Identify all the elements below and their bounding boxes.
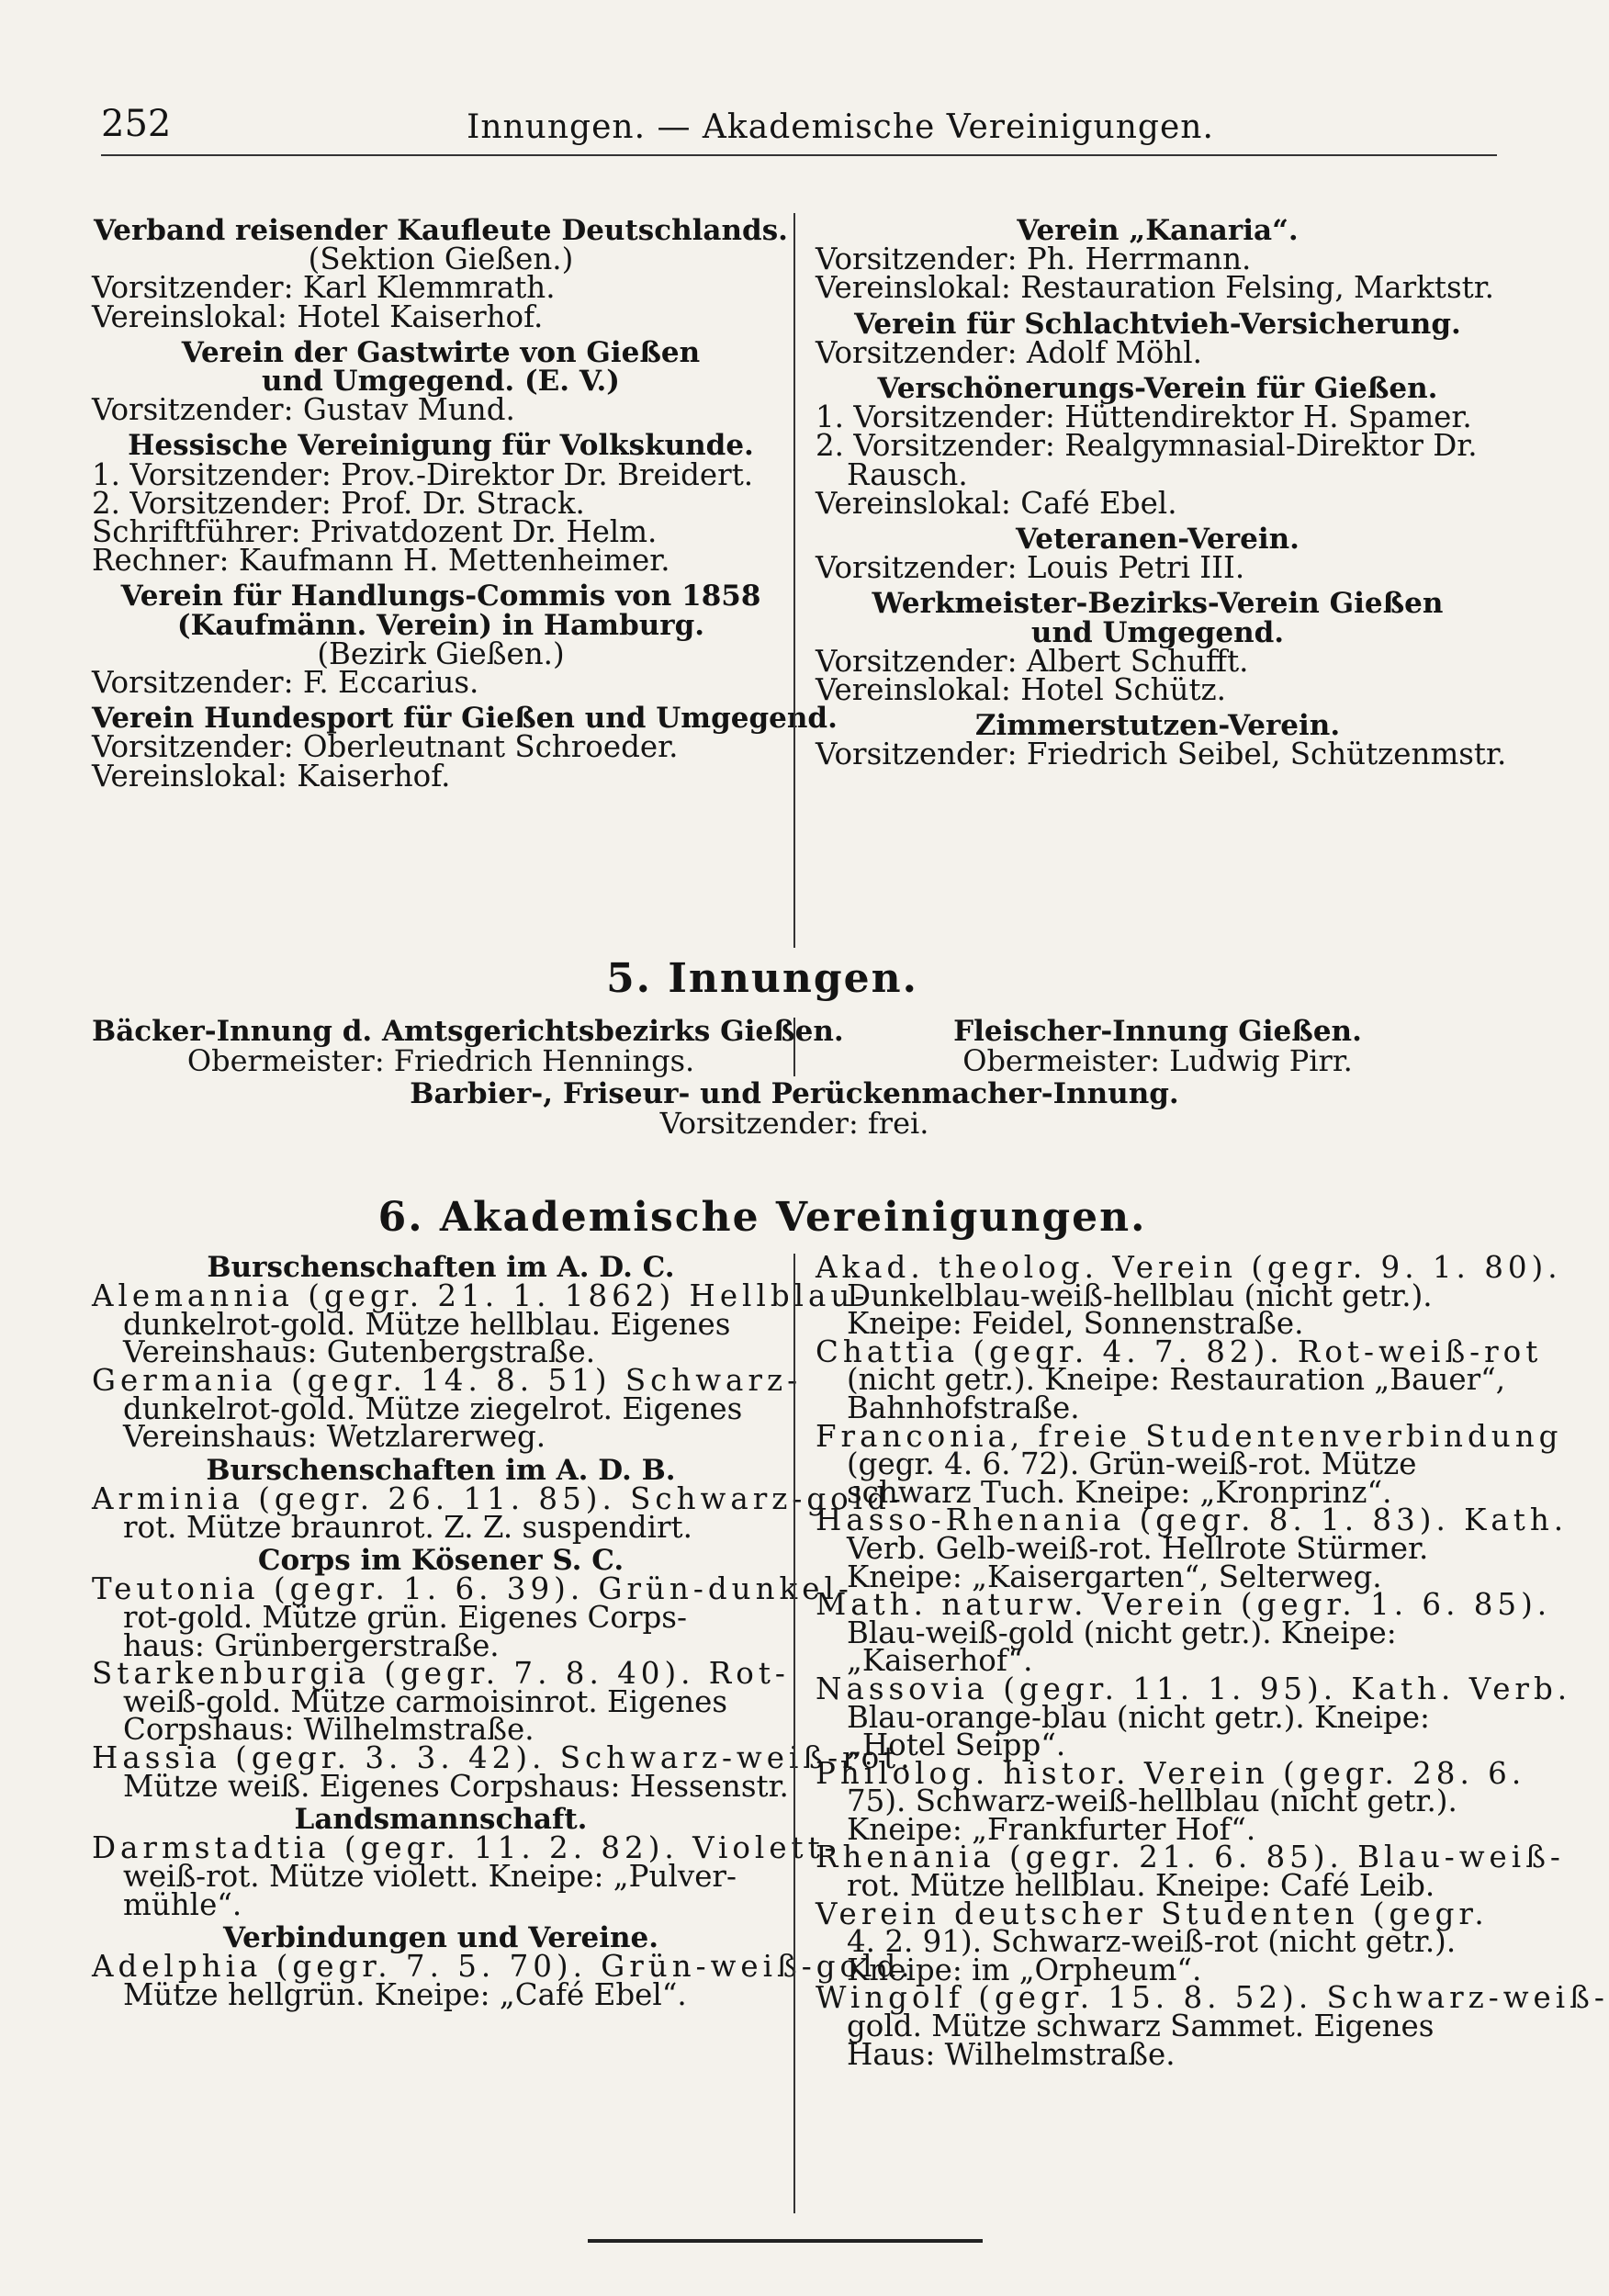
entry-line: Arminia (gegr. 26. 11. 85). Schwarz-gold-: [92, 1480, 906, 1516]
entry-line: Rhenania (gegr. 21. 6. 85). Blau-weiß-: [816, 1840, 1565, 1875]
verein-line: Vereinslokal: Kaiserhof.: [92, 758, 451, 793]
verein-line: Rechner: Kaufmann H. Mettenheimer.: [92, 543, 670, 579]
list-item: [816, 1840, 1565, 1904]
group-heading: Landsmannschaft.: [294, 1803, 588, 1837]
entry-line: Verein deutscher Studenten (gegr.: [816, 1896, 1489, 1931]
entry-line: Franconia, freie Studentenverbindung: [816, 1418, 1563, 1454]
list-item: [816, 1418, 1563, 1510]
entry-line: schwarz Tuch. Kneipe: „Kronprinz“.: [847, 1474, 1392, 1510]
list-item: [816, 1250, 1562, 1342]
entry-line: Philolog. histor. Verein (gegr. 28. 6.: [816, 1755, 1526, 1791]
verein-entry: [816, 214, 1500, 306]
entry-line: Alemannia (gegr. 21. 1. 1862) Hellblau-: [92, 1278, 870, 1314]
verein-line: Vereinslokal: Café Ebel.: [816, 485, 1177, 521]
entry-line: Hassia (gegr. 3. 3. 42). Schwarz-weiß-rot.: [92, 1739, 915, 1775]
innung-baecker: [92, 1015, 844, 1079]
akademische-right-column: [816, 1250, 1609, 2072]
verein-entry: [92, 702, 838, 793]
list-item: [816, 1755, 1526, 1847]
verein-line: Vorsitzender: Ph. Herrmann.: [816, 242, 1252, 277]
innung-heading: Bäcker-Innung d. Amtsgerichtsbezirks Gießen.: [92, 1015, 844, 1048]
verein-entry: [92, 214, 790, 334]
entry-line: weiß-gold. Mütze carmoisinrot. Eigenes: [123, 1683, 728, 1719]
list-item: [816, 1896, 1500, 1987]
verein-line: Vereinslokal: Restauration Felsing, Marktstr.: [816, 270, 1494, 306]
entry-line: 75). Schwarz-weiß-hellblau (nicht getr.).: [847, 1784, 1457, 1819]
entry-line: Dunkelblau-weiß-hellblau (nicht getr.).: [847, 1277, 1433, 1313]
entry-line: Vereinshaus: Gutenbergstraße.: [123, 1334, 596, 1370]
group-heading: Burschenschaften im A. D. C.: [207, 1251, 675, 1284]
entry-line: Verb. Gelb-weiß-rot. Hellrote Stürmer.: [847, 1530, 1429, 1566]
verein-line: Vereinslokal: Hotel Schütz.: [816, 672, 1226, 708]
innung-heading: Fleischer-Innung Gießen.: [953, 1015, 1362, 1048]
list-item: [92, 1278, 870, 1370]
verein-entry: [92, 580, 790, 701]
verein-line: Vereinslokal: Hotel Kaiserhof.: [92, 298, 544, 334]
running-title: Innungen. — Akademische Vereinigungen.: [467, 108, 1214, 146]
entry-line: Vereinshaus: Wetzlarerweg.: [123, 1419, 546, 1455]
verein-heading: Werkmeister-Bezirks-Verein Gießen: [872, 587, 1444, 621]
verein-entry: [92, 335, 790, 428]
verein-line: Vorsitzender: Karl Klemmrath.: [92, 270, 556, 306]
entry-line: Akad. theolog. Verein (gegr. 9. 1. 80).: [816, 1250, 1562, 1285]
verein-entry: [816, 372, 1500, 521]
verein-line: Schriftführer: Privatdozent Dr. Helm.: [92, 514, 658, 550]
verein-heading: Verein für Handlungs-Commis von 1858: [120, 580, 761, 613]
entry-line: Mütze weiß. Eigenes Corpshaus: Hessenstr.: [123, 1768, 789, 1804]
entry-line: Nassovia (gegr. 11. 1. 95). Kath. Verb.: [816, 1671, 1572, 1706]
list-item: [816, 1503, 1569, 1594]
entry-line: weiß-rot. Mütze violett. Kneipe: „Pulver-: [123, 1858, 737, 1894]
entry-line: rot. Mütze braunrot. Z. Z. suspendirt.: [123, 1509, 692, 1545]
column-divider: [793, 1018, 795, 1076]
innung-barbier: [92, 1077, 1497, 1142]
entry-line: mühle“.: [123, 1886, 242, 1922]
verein-entry: [816, 307, 1500, 370]
verein-line: Vorsitzender: Adolf Möhl.: [816, 334, 1202, 370]
verein-line: Vorsitzender: F. Eccarius.: [92, 665, 479, 701]
section-title-akademische: 6. Akademische Vereinigungen.: [377, 1194, 1147, 1241]
header-rule: [101, 154, 1497, 156]
verein-heading: Verein „Kanaria“.: [1017, 214, 1299, 247]
innung-fleischer: [816, 1015, 1500, 1079]
page-number: 252: [101, 103, 172, 145]
verein-line: 1. Vorsitzender: Prov.-Direktor Dr. Breidert.: [92, 456, 754, 492]
entry-line: Germania (gegr. 14. 8. 51) Schwarz-: [92, 1362, 803, 1398]
list-item: [92, 1739, 915, 1804]
entry-line: Corpshaus: Wilhelmstraße.: [123, 1712, 534, 1748]
entry-line: (gegr. 4. 6. 72). Grün-weiß-rot. Mütze: [847, 1446, 1417, 1482]
list-item: [816, 1671, 1572, 1763]
entry-line: Starkenburgia (gegr. 7. 8. 40). Rot-: [92, 1656, 790, 1692]
innung-line: Vorsitzender: frei.: [659, 1106, 929, 1142]
group-heading: Verbindungen und Vereine.: [222, 1921, 659, 1955]
verein-entry: [816, 523, 1500, 586]
entry-line: rot. Mütze hellblau. Kneipe: Café Leib.: [847, 1868, 1435, 1904]
entry-line: Wingolf (gegr. 15. 8. 52). Schwarz-weiß-: [816, 1980, 1609, 2016]
verein-heading: und Umgegend.: [1030, 615, 1285, 649]
group-heading: Burschenschaften im A. D. B.: [206, 1453, 676, 1487]
verein-heading: Zimmerstutzen-Verein.: [974, 709, 1341, 743]
verein-heading: Veteranen-Verein.: [1016, 523, 1300, 557]
entry-line: haus: Grünbergerstraße.: [123, 1627, 500, 1663]
verein-subtitle: (Sektion Gießen.): [308, 242, 574, 277]
verein-heading: Verein für Schlachtvieh-Versicherung.: [854, 307, 1461, 341]
verein-line: 2. Vorsitzender: Realgymnasial-Direktor Dr.: [816, 428, 1478, 464]
entry-line: Mütze hellgrün. Kneipe: „Café Ebel“.: [123, 1976, 687, 2012]
list-item: [816, 1587, 1552, 1679]
entry-line: Kneipe: Feidel, Sonnenstraße.: [847, 1306, 1304, 1342]
entry-line: Blau-weiß-gold (nicht getr.). Kneipe:: [847, 1615, 1397, 1650]
verein-line: Vorsitzender: Albert Schufft.: [816, 643, 1249, 679]
list-item: [816, 1334, 1543, 1425]
verein-line: 1. Vorsitzender: Hüttendirektor H. Spamer.: [816, 400, 1472, 435]
entry-line: Kneipe: „Frankfurter Hof“.: [847, 1811, 1256, 1847]
verein-heading: Hessische Vereinigung für Volkskunde.: [128, 429, 754, 463]
verein-heading: Verband reisender Kaufleute Deutschlands.: [94, 214, 788, 247]
column-divider: [793, 1254, 795, 2213]
entry-line: Teutonia (gegr. 1. 6. 39). Grün-dunkel-: [92, 1571, 853, 1607]
verein-entry: [816, 587, 1500, 708]
innung-line: Obermeister: Ludwig Pirr.: [962, 1043, 1353, 1079]
entry-line: dunkelrot-gold. Mütze ziegelrot. Eigenes: [123, 1390, 743, 1426]
verein-line: Vorsitzender: Gustav Mund.: [92, 392, 515, 428]
entry-line: 4. 2. 91). Schwarz-weiß-rot (nicht getr.).: [847, 1924, 1457, 1960]
innung-heading: Barbier-, Friseur- und Perückenmacher-Innung.: [410, 1077, 1179, 1110]
entry-line: Haus: Wilhelmstraße.: [847, 2036, 1176, 2072]
akademische-left-column: [92, 1251, 915, 2012]
verein-line: Rausch.: [847, 456, 968, 492]
verein-subtitle: (Bezirk Gießen.): [317, 636, 565, 671]
vereine-right-column: [816, 214, 1507, 772]
list-item: [92, 1830, 839, 1922]
verein-heading: (Kaufmänn. Verein) in Hamburg.: [176, 608, 705, 642]
entry-line: Adelphia (gegr. 7. 5. 70). Grün-weiß-gold.: [92, 1949, 915, 1985]
section-title-innungen: 5. Innungen.: [606, 955, 918, 1002]
closing-rule: [588, 2239, 983, 2243]
verein-heading: Verein Hundesport für Gießen und Umgegend.: [92, 702, 838, 736]
entry-line: rot-gold. Mütze grün. Eigenes Corps-: [123, 1599, 687, 1635]
entry-line: dunkelrot-gold. Mütze hellblau. Eigenes: [123, 1306, 731, 1342]
entry-line: Chattia (gegr. 4. 7. 82). Rot-weiß-rot: [816, 1334, 1543, 1369]
verein-heading: und Umgegend. (E. V.): [262, 365, 620, 399]
list-item: [92, 1949, 915, 2012]
innung-line: Obermeister: Friedrich Hennings.: [186, 1043, 695, 1079]
entry-line: Bahnhofstraße.: [847, 1390, 1080, 1425]
entry-line: Blau-orange-blau (nicht getr.). Kneipe:: [847, 1699, 1430, 1735]
verein-heading: Verschönerungs-Verein für Gießen.: [877, 372, 1438, 406]
entry-line: „Kaiserhof“.: [847, 1643, 1033, 1679]
column-divider: [793, 213, 795, 948]
verein-line: 2. Vorsitzender: Prof. Dr. Strack.: [92, 485, 585, 521]
entry-line: Kneipe: „Kaisergarten“, Selterweg.: [847, 1559, 1382, 1594]
entry-line: Darmstadtia (gegr. 11. 2. 82). Violett-: [92, 1830, 839, 1866]
list-item: [92, 1480, 906, 1545]
entry-line: Hasso-Rhenania (gegr. 8. 1. 83). Kath.: [816, 1503, 1569, 1538]
list-item: [92, 1656, 790, 1748]
group-heading: Corps im Kösener S. C.: [257, 1544, 624, 1578]
entry-line: „Hotel Seipp“.: [847, 1728, 1066, 1763]
vereine-left-column: [92, 214, 838, 793]
list-item: [816, 1980, 1609, 2072]
verein-line: Vorsitzender: Friedrich Seibel, Schützenmstr.: [816, 737, 1507, 772]
list-item: [92, 1571, 853, 1663]
verein-entry: [92, 429, 790, 579]
entry-line: (nicht getr.). Kneipe: Restauration „Bauer“,: [847, 1362, 1506, 1398]
entry-line: Kneipe: im „Orpheum“.: [847, 1952, 1202, 1987]
entry-line: gold. Mütze schwarz Sammet. Eigenes: [847, 2009, 1435, 2044]
verein-line: Vorsitzender: Oberleutnant Schroeder.: [92, 729, 679, 765]
verein-heading: Verein der Gastwirte von Gießen: [181, 335, 701, 369]
verein-line: Vorsitzender: Louis Petri III.: [816, 550, 1245, 586]
list-item: [92, 1362, 803, 1455]
verein-entry: [816, 709, 1507, 772]
entry-line: Math. naturw. Verein (gegr. 1. 6. 85).: [816, 1587, 1552, 1623]
